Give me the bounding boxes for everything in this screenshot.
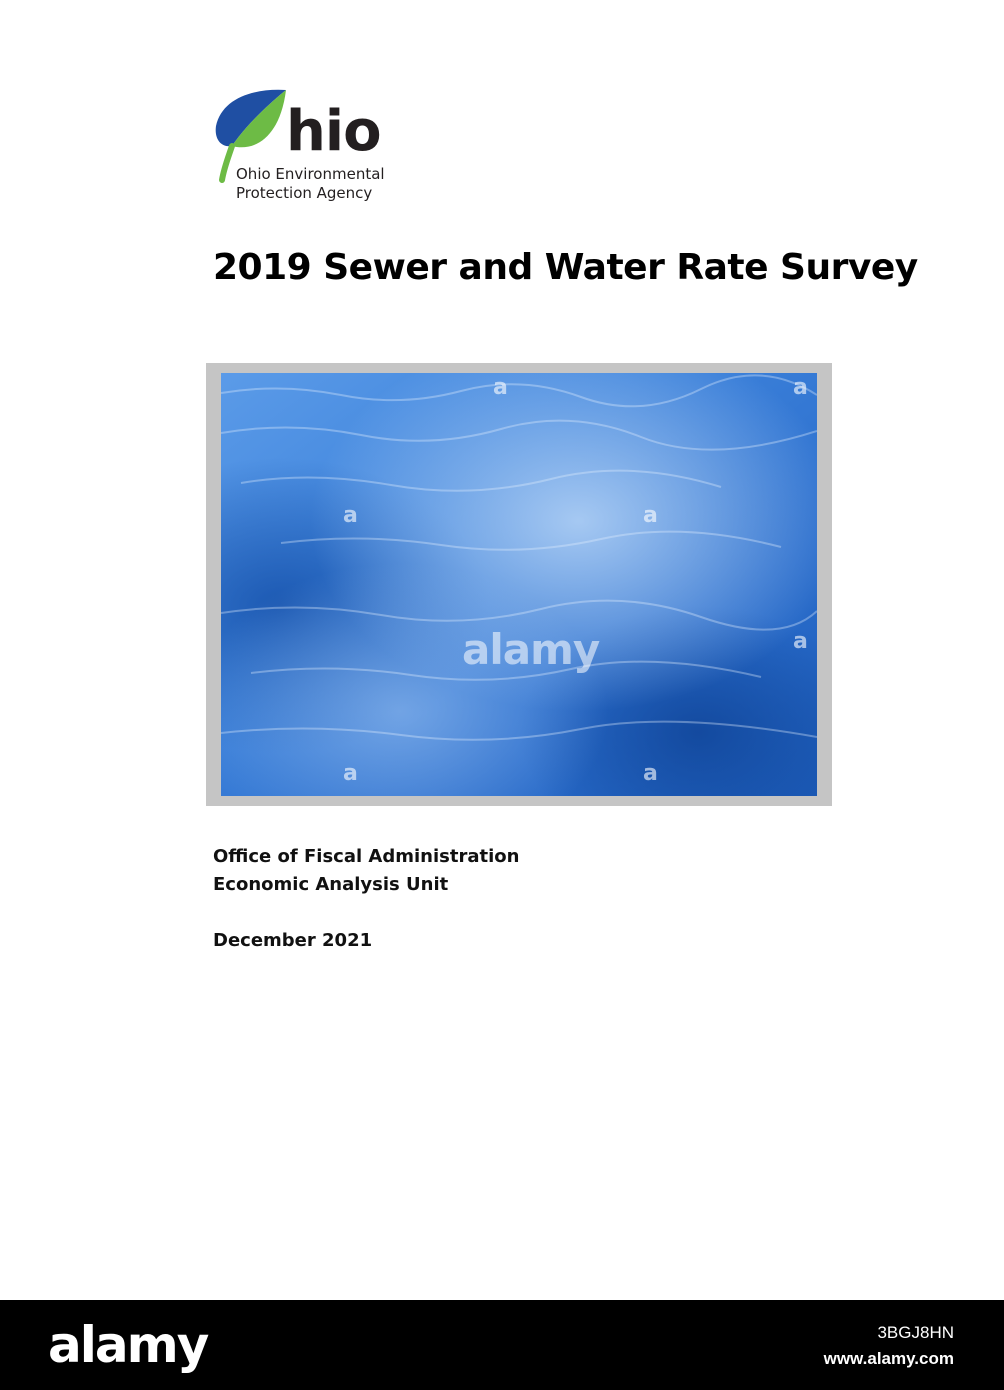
stock-info bbox=[824, 1320, 954, 1372]
photo-watermark-mark: a bbox=[793, 629, 808, 654]
office-name: Office of Fiscal Administration bbox=[213, 846, 520, 867]
document-title: 2019 Sewer and Water Rate Survey bbox=[213, 247, 918, 288]
stock-footer-bar bbox=[0, 1300, 1004, 1390]
photo-watermark-mark: a bbox=[643, 761, 658, 786]
logo-wordmark: hio bbox=[286, 99, 381, 164]
photo-watermark: alamy bbox=[462, 625, 600, 674]
logo-subtitle-line1: Ohio Environmental bbox=[236, 165, 385, 183]
unit-name: Economic Analysis Unit bbox=[213, 874, 449, 895]
photo-watermark-mark: a bbox=[493, 375, 508, 400]
photo-watermark-mark: a bbox=[343, 761, 358, 786]
stock-logo: alamy bbox=[48, 1316, 208, 1374]
water-surface-image bbox=[221, 373, 817, 796]
water-photo bbox=[221, 373, 817, 796]
photo-watermark-mark: a bbox=[793, 375, 808, 400]
photo-watermark-mark: a bbox=[343, 503, 358, 528]
stock-url: www.alamy.com bbox=[823, 1349, 954, 1368]
photo-watermark-mark: a bbox=[643, 503, 658, 528]
logo-subtitle bbox=[236, 165, 426, 203]
cover-photo-frame bbox=[206, 363, 832, 806]
logo-subtitle-line2: Protection Agency bbox=[236, 184, 373, 202]
office-info bbox=[213, 843, 519, 899]
publication-date: December 2021 bbox=[213, 930, 373, 951]
stock-image-id: 3BGJ8HN bbox=[877, 1323, 954, 1342]
ohio-epa-logo bbox=[214, 88, 414, 208]
